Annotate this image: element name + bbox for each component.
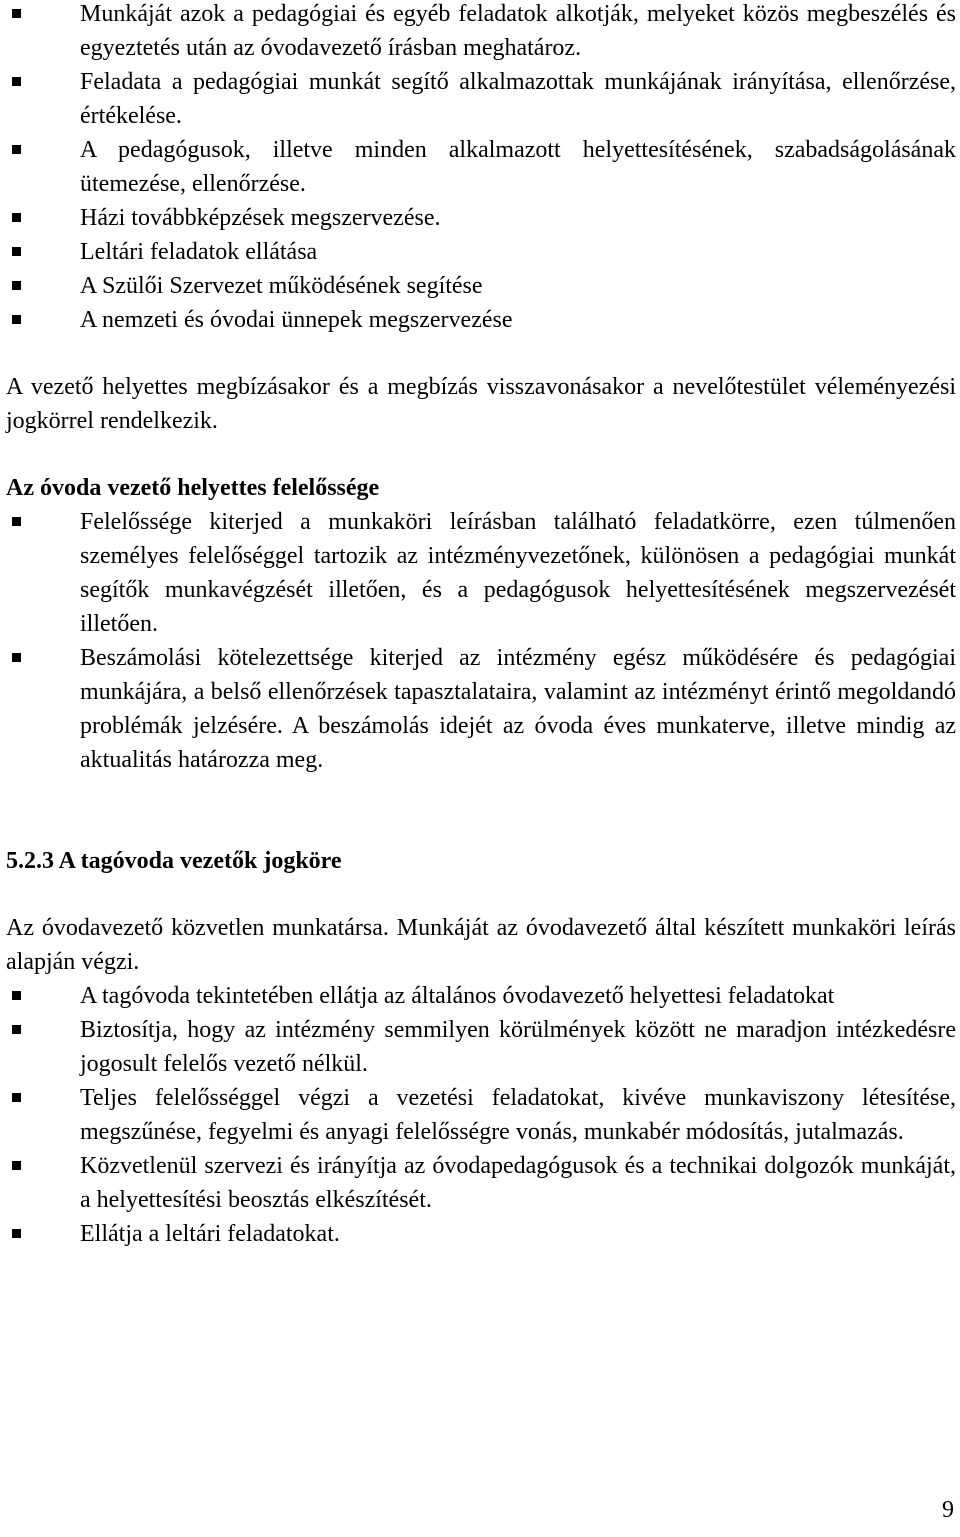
square-bullet-icon <box>12 77 21 86</box>
list-item: A tagóvoda tekintetében ellátja az általános óvodavezető helyettesi feladatokat <box>6 979 956 1013</box>
list-item: Feladata a pedagógiai munkát segítő alkalmazottak munkájának irányítása, ellenőrzése, értékelése. <box>6 65 956 133</box>
responsibility-list <box>6 505 956 777</box>
section-intro-paragraph: Az óvodavezető közvetlen munkatársa. Munkáját az óvodavezető által készített munkaköri leírás alapján végzi. <box>6 915 956 975</box>
list-item: Házi továbbképzések megszervezése. <box>6 201 956 235</box>
square-bullet-icon <box>12 315 21 324</box>
square-bullet-icon <box>12 247 21 256</box>
document-page <box>6 0 956 1251</box>
duties-list <box>6 0 956 337</box>
square-bullet-icon <box>12 281 21 290</box>
list-item: Biztosítja, hogy az intézmény semmilyen körülmények között ne maradjon intézkedésre jogosult felelős vezető nélkül. <box>6 1013 956 1081</box>
list-item: A pedagógusok, illetve minden alkalmazott helyettesítésének, szabadságolásának ütemezése, ellenőrzése. <box>6 133 956 201</box>
square-bullet-icon <box>12 1093 21 1102</box>
list-item: A nemzeti és óvodai ünnepek megszervezése <box>6 303 956 337</box>
square-bullet-icon <box>12 9 21 18</box>
list-item: Közvetlenül szervezi és irányítja az óvodapedagógusok és a technikai dolgozók munkáját, a helyettesítési beosztás elkészítését. <box>6 1149 956 1217</box>
list-item: Ellátja a leltári feladatokat. <box>6 1217 956 1251</box>
square-bullet-icon <box>12 145 21 154</box>
square-bullet-icon <box>12 1025 21 1034</box>
deputy-appointment-paragraph: A vezető helyettes megbízásakor és a megbízás visszavonásakor a nevelőtestület véleményezési jogkörrel rendelkezik. <box>6 374 956 434</box>
square-bullet-icon <box>12 1229 21 1238</box>
square-bullet-icon <box>12 517 21 526</box>
list-item: Leltári feladatok ellátása <box>6 235 956 269</box>
list-item: Munkáját azok a pedagógiai és egyéb feladatok alkotják, melyeket közös megbeszélés és egyeztetés után az óvodavezető írásban meghatároz. <box>6 0 956 65</box>
list-item: Felelőssége kiterjed a munkaköri leírásban található feladatkörre, ezen túlmenően személyes felelőséggel tartozik az intézményvezetőnek, különösen a pedagógiai munkát segítők munkavégzését illetően, és a pedagógusok helyettesítésének megszervezését illetően. <box>6 505 956 641</box>
square-bullet-icon <box>12 653 21 662</box>
responsibility-heading: Az óvoda vezető helyettes felelőssége <box>6 475 380 501</box>
square-bullet-icon <box>12 991 21 1000</box>
tagovoda-duties-list <box>6 979 956 1251</box>
list-item: A Szülői Szervezet működésének segítése <box>6 269 956 303</box>
square-bullet-icon <box>12 1161 21 1170</box>
square-bullet-icon <box>12 213 21 222</box>
list-item: Beszámolási kötelezettsége kiterjed az intézmény egész működésére és pedagógiai munkájára, a belső ellenőrzések tapasztalataira, valamint az intézményt érintő megoldandó problémák jelzésére. A beszámolás idejét az óvoda éves munkaterve, illetve mindig az aktualitás határozza meg. <box>6 641 956 777</box>
list-item: Teljes felelősséggel végzi a vezetési feladatokat, kivéve munkaviszony létesítése, megszűnése, fegyelmi és anyagi felelősségre vonás, munkabér módosítás, jutalmazás. <box>6 1081 956 1149</box>
page-number: 9 <box>942 1497 954 1523</box>
section-heading-5-2-3: 5.2.3 A tagóvoda vezetők jogköre <box>6 848 342 874</box>
